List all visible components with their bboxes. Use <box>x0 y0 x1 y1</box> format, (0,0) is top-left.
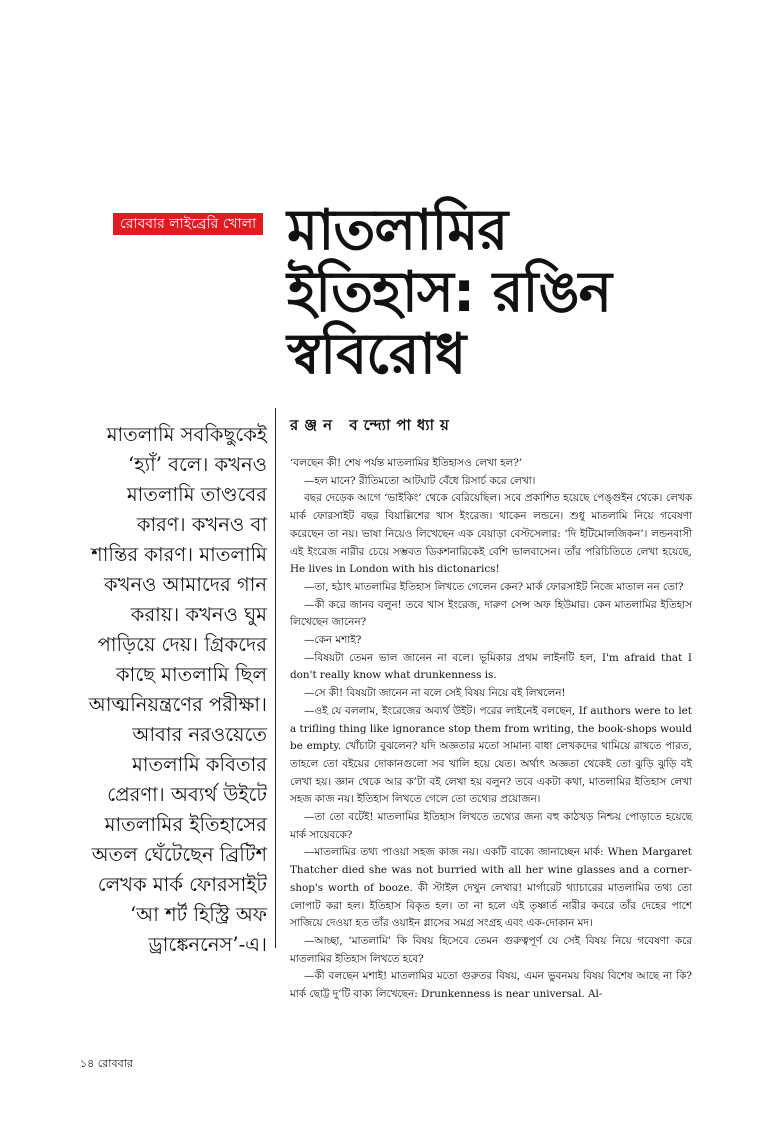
body-paragraph: —আচ্ছা, ‘মাতলামি’ কি বিষয় হিসেবে তেমন গুরুত্বপূর্ণ যে সেই বিষয় নিয়ে গবেষণা করে মাতলামির ইতিহাস লিখতে হবে? <box>290 934 692 965</box>
pull-quote-line: মাতলামির ইতিহাসের <box>104 813 267 836</box>
body-paragraph: —ওই যে বললাম, ইংরেজের অব্যর্থ উইট। পরের লাইনেই বলছেন, If authors were to let a trifling thing like ignorance stop them from writing, the book-shops would be empty. খোঁচাটা বুঝলেন? যদি অজ্ঞতার মতো সামান্য বাধা লেখকদের থামিয়ে রাখতে পারত, তাহলে তো বইয়ের দোকানগুলো সব খালি হয়ে যেত। অর্থাৎ অজ্ঞতা থেকেই তো ঝুড়ি ঝুড়ি বই লেখা হয়। জ্ঞান থেকে আর ক’টা বই লেখা হয় বলুন? তবে একটা কথা, মাতলামির ইতিহাস লেখা সহজ কাজ নয়। ইতিহাস লিখতে গেলে তো তথ্যের প্রয়োজন। <box>290 704 692 806</box>
pull-quote-line: অতল ঘেঁটেছেন ব্রিটিশ <box>91 843 267 866</box>
section-tag: রোববার লাইব্রেরি খোলা <box>113 213 263 235</box>
pull-quote-line: আত্মনিয়ন্ত্রণের পরীক্ষা। <box>88 693 267 716</box>
body-paragraph: বছর দেড়েক আগে ‘ভাইকিং’ থেকে বেরিয়েছিল। সবে প্রকাশিত হয়েছে পেঙ্গুইন থেকে। লেখক মার্ক ফোরসাইট বছর বিয়াল্লিশের খাস ইংরেজ। থাকেন লন্ডনে। শুধু মাতলামি নিয়ে গবেষণা করেছেন তা নয়। ভাষা নিয়েও লিখেছেন এক বেয়াড়া বেস্টসেলার: ‘দি ইটিমোলজিকন’। লন্ডনবাসী এই ইংরেজ নারীর চেয়ে সম্ভবত ডিকশনারিকেই বেশি ভালবাসেন। তাঁর পরিচিতিতে লেখা হয়েছে, He lives in London with his dictonarics! <box>290 492 692 576</box>
article-title <box>287 200 757 386</box>
body-paragraph: —তা, হঠাৎ মাতলামির ইতিহাস লিখতে গেলেন কেন? মার্ক ফোরসাইট নিজে মাতাল নন তো? <box>304 580 684 593</box>
article-body <box>290 455 692 1004</box>
title-line-2: ইতিহাস: রঙিন <box>287 260 612 325</box>
pull-quote-line: শান্তির কারণ। মাতলামি <box>91 543 267 566</box>
title-line-1: মাতলামির <box>287 198 508 263</box>
body-paragraph: —বিষয়টা তেমন ভাল জানেন না বলে। ভূমিকার প্রথম লাইনটি হল, I'm afraid that I don't really know what drunkenness is. <box>290 651 692 682</box>
pull-quote-line: আবার নরওয়েতে <box>132 723 267 746</box>
body-paragraph: —কী করে জানব বলুন! তবে খাস ইংরেজ, দারুণ সেন্স অফ হিউমার। কেন মাতলামির ইতিহাস লিখেছেন জানেন? <box>290 598 692 629</box>
body-paragraph: —কী বলছেন মশাই! মাতলামির মতো গুরুতর বিষয়, এমন ভুবনময় বিষয় বিশেষ আছে না কি? মার্ক ছোট্ট দু’টি বাক্য লিখেছেন: Drunkenness is near universal. Al- <box>290 970 692 1001</box>
pull-quote-line: ড্রাঙ্কেননেস’-এ। <box>148 933 267 956</box>
body-paragraph: —সে কী! বিষয়টা জানেন না বলে সেই বিষয় নিয়ে বই লিখলেন! <box>304 687 566 700</box>
title-line-3: স্ববিরোধ <box>287 322 466 387</box>
body-paragraph: —হল মানে? রীতিমতো আটঘাট বেঁধে রিসার্চ করে লেখা। <box>304 474 536 487</box>
pull-quote-line: ‘আ শর্ট হিস্ট্রি অফ <box>129 903 267 926</box>
pull-quote-line: প্রেরণা। অব্যর্থ উইটে <box>107 783 267 806</box>
author-byline: রঞ্জন বন্দ্যোপাধ্যায় <box>290 416 455 434</box>
body-paragraph: —মাতলামির তথ্য পাওয়া সহজ কাজ নয়। একটি বাক্যে জানাচ্ছেন মার্ক: When Margaret Thatcher died she was not burried with all her wine glasses and a corner-shop's worth of booze. কী স্টাইল দেখুন লেখার! মার্গারেট থ্যাচারের মাতলামির তথ্য তো লোপাট করা হল। ইতিহাস বিকৃত হল। তা না হলে এই তৃষ্ণার্ত নারীর কবরে তাঁর দেহের পাশে সাজিয়ে দেওয়া হত তাঁর ওয়াইন গ্লাসের সমগ্র সংগ্রহ এবং এক-দোকান মদ। <box>290 846 692 930</box>
pull-quote-line: ‘হ্যাঁ’ বলে। কখনও <box>128 453 267 476</box>
pull-quote-line: করায়। কখনও ঘুম <box>130 603 267 626</box>
pull-quote-line: মাতলামি কবিতার <box>132 753 267 776</box>
pull-quote-line: লেখক মার্ক ফোরসাইট <box>97 873 267 896</box>
pull-quote-line: কখনও আমাদের গান <box>104 573 267 596</box>
pull-quote-line: কাছে মাতলামি ছিল <box>116 663 267 686</box>
page-folio: ১৪ রোববার <box>80 1057 133 1070</box>
pull-quote-line: কারণ। কখনও বা <box>136 513 267 536</box>
column-divider <box>275 408 276 948</box>
pull-quote-line: মাতলামি তাণ্ডবের <box>126 483 267 506</box>
pull-quote-line: পাড়িয়ে দেয়। গ্রিকদের <box>97 633 267 656</box>
body-paragraph: ‘বলছেন কী! শেষ পর্যন্ত মাতলামির ইতিহাসও লেখা হল?’ <box>290 457 523 469</box>
pull-quote <box>82 420 267 960</box>
body-paragraph: —তা তো বটেই! মাতলামির ইতিহাস লিখতে তথ্যের জন্য বহু কাঠখড় নিশ্চয় পোড়াতে হয়েছে মার্ক সায়েবকে? <box>290 811 692 841</box>
pull-quote-line: মাতলামি সবকিছুকেই <box>106 423 267 446</box>
body-paragraph: —কেন মশাই? <box>304 634 362 647</box>
